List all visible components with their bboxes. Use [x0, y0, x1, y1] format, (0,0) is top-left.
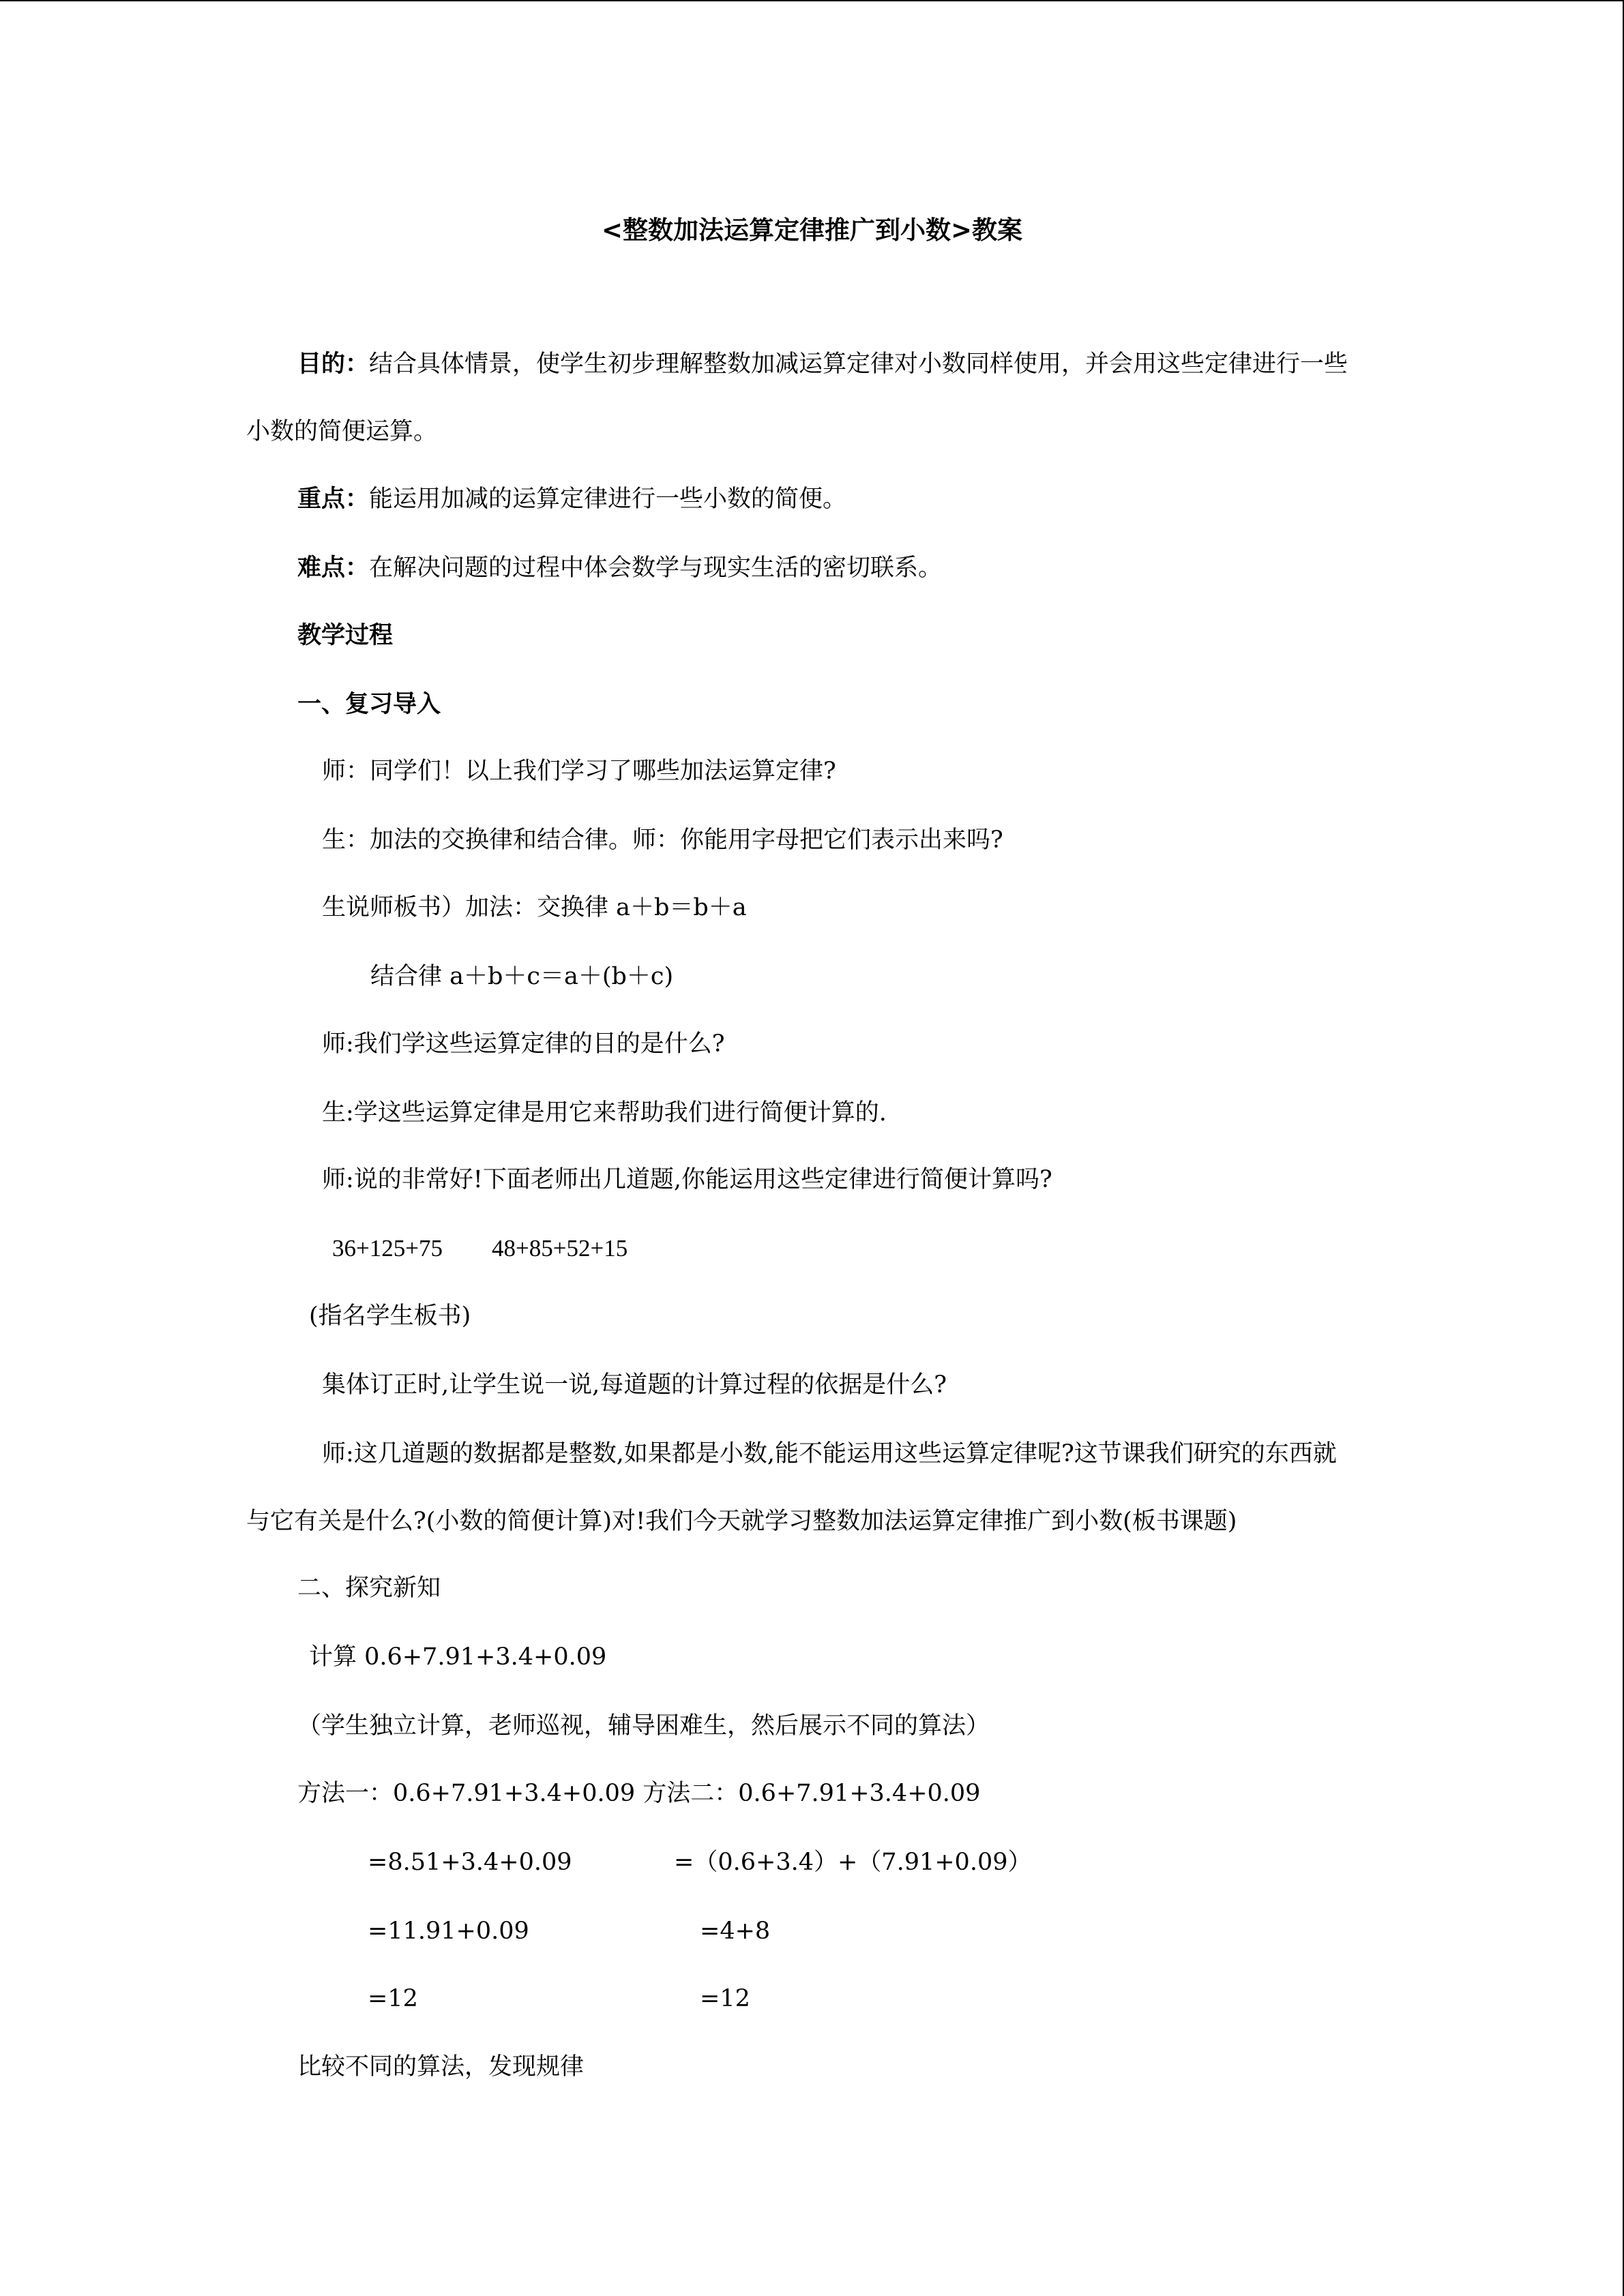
dialogue-line: 结合律 a＋b＋c＝a＋(b＋c): [370, 963, 674, 990]
dialogue-line: 师：同学们！以上我们学习了哪些加法运算定律?: [322, 758, 836, 785]
key-point-label: 重点：: [297, 486, 370, 513]
exercise-2: 48+85+52+15: [492, 1235, 628, 1262]
exercise-1: 36+125+75: [332, 1235, 443, 1262]
activity-note: （学生独立计算，老师巡视，辅导困难生，然后展示不同的算法）: [297, 1712, 990, 1740]
methods-line: 方法一：0.6+7.91+3.4+0.09 方法二：0.6+7.91+3.4+0.09: [297, 1780, 981, 1807]
goal-label: 目的：: [297, 351, 370, 378]
board-note: (指名学生板书): [309, 1302, 471, 1330]
method1-step: =11.91+0.09: [368, 1918, 529, 1945]
method2-step: =12: [700, 1985, 750, 2012]
dialogue-line: 师:我们学这些运算定律的目的是什么?: [322, 1030, 725, 1058]
dialogue-line: 生说师板书）加法：交换律 a＋b＝b＋a: [322, 894, 747, 921]
process-heading: 教学过程: [297, 622, 394, 649]
section1-heading: 一、复习导入: [297, 691, 441, 718]
key-point: [297, 484, 846, 514]
document-title: <整数加法运算定律推广到小数>教案: [601, 215, 1022, 245]
difficulty-label: 难点：: [297, 554, 370, 582]
method2-step: =4+8: [700, 1918, 771, 1945]
goal-text: 结合具体情景，使学生初步理解整数加减运算定律对小数同样使用，并会用这些定律进行一些: [369, 351, 1348, 378]
transition-paragraph-cont: 与它有关是什么?(小数的简便计算)对!我们今天就学习整数加法运算定律推广到小数(板书课题): [246, 1508, 1237, 1535]
compare-line: 比较不同的算法，发现规律: [297, 2053, 585, 2081]
method1-step: =12: [368, 1985, 418, 2012]
correction-line: 集体订正时,让学生说一说,每道题的计算过程的依据是什么?: [322, 1371, 947, 1399]
difficulty: [297, 553, 942, 583]
section2-heading: 二、探究新知: [297, 1575, 441, 1602]
goal-paragraph: [297, 349, 1348, 379]
goal-text-cont: 小数的简便运算。: [246, 418, 438, 445]
key-point-text: 能运用加减的运算定律进行一些小数的简便。: [369, 486, 847, 513]
dialogue-line: 生:学这些运算定律是用它来帮助我们进行简便计算的.: [322, 1099, 887, 1127]
difficulty-text: 在解决问题的过程中体会数学与现实生活的密切联系。: [369, 554, 943, 582]
dialogue-line: 生：加法的交换律和结合律。师：你能用字母把它们表示出来吗?: [322, 826, 1003, 854]
dialogue-line: 师:说的非常好!下面老师出几道题,你能运用这些定律进行简便计算吗?: [322, 1166, 1052, 1193]
transition-paragraph: 师:这几道题的数据都是整数,如果都是小数,能不能运用这些运算定律呢?这节课我们研究的东西就: [322, 1440, 1337, 1467]
method2-step: =（0.6+3.4）+（7.91+0.09）: [674, 1849, 1032, 1876]
method1-step: =8.51+3.4+0.09: [368, 1849, 572, 1876]
compute-line: 计算 0.6+7.91+3.4+0.09: [309, 1643, 607, 1671]
